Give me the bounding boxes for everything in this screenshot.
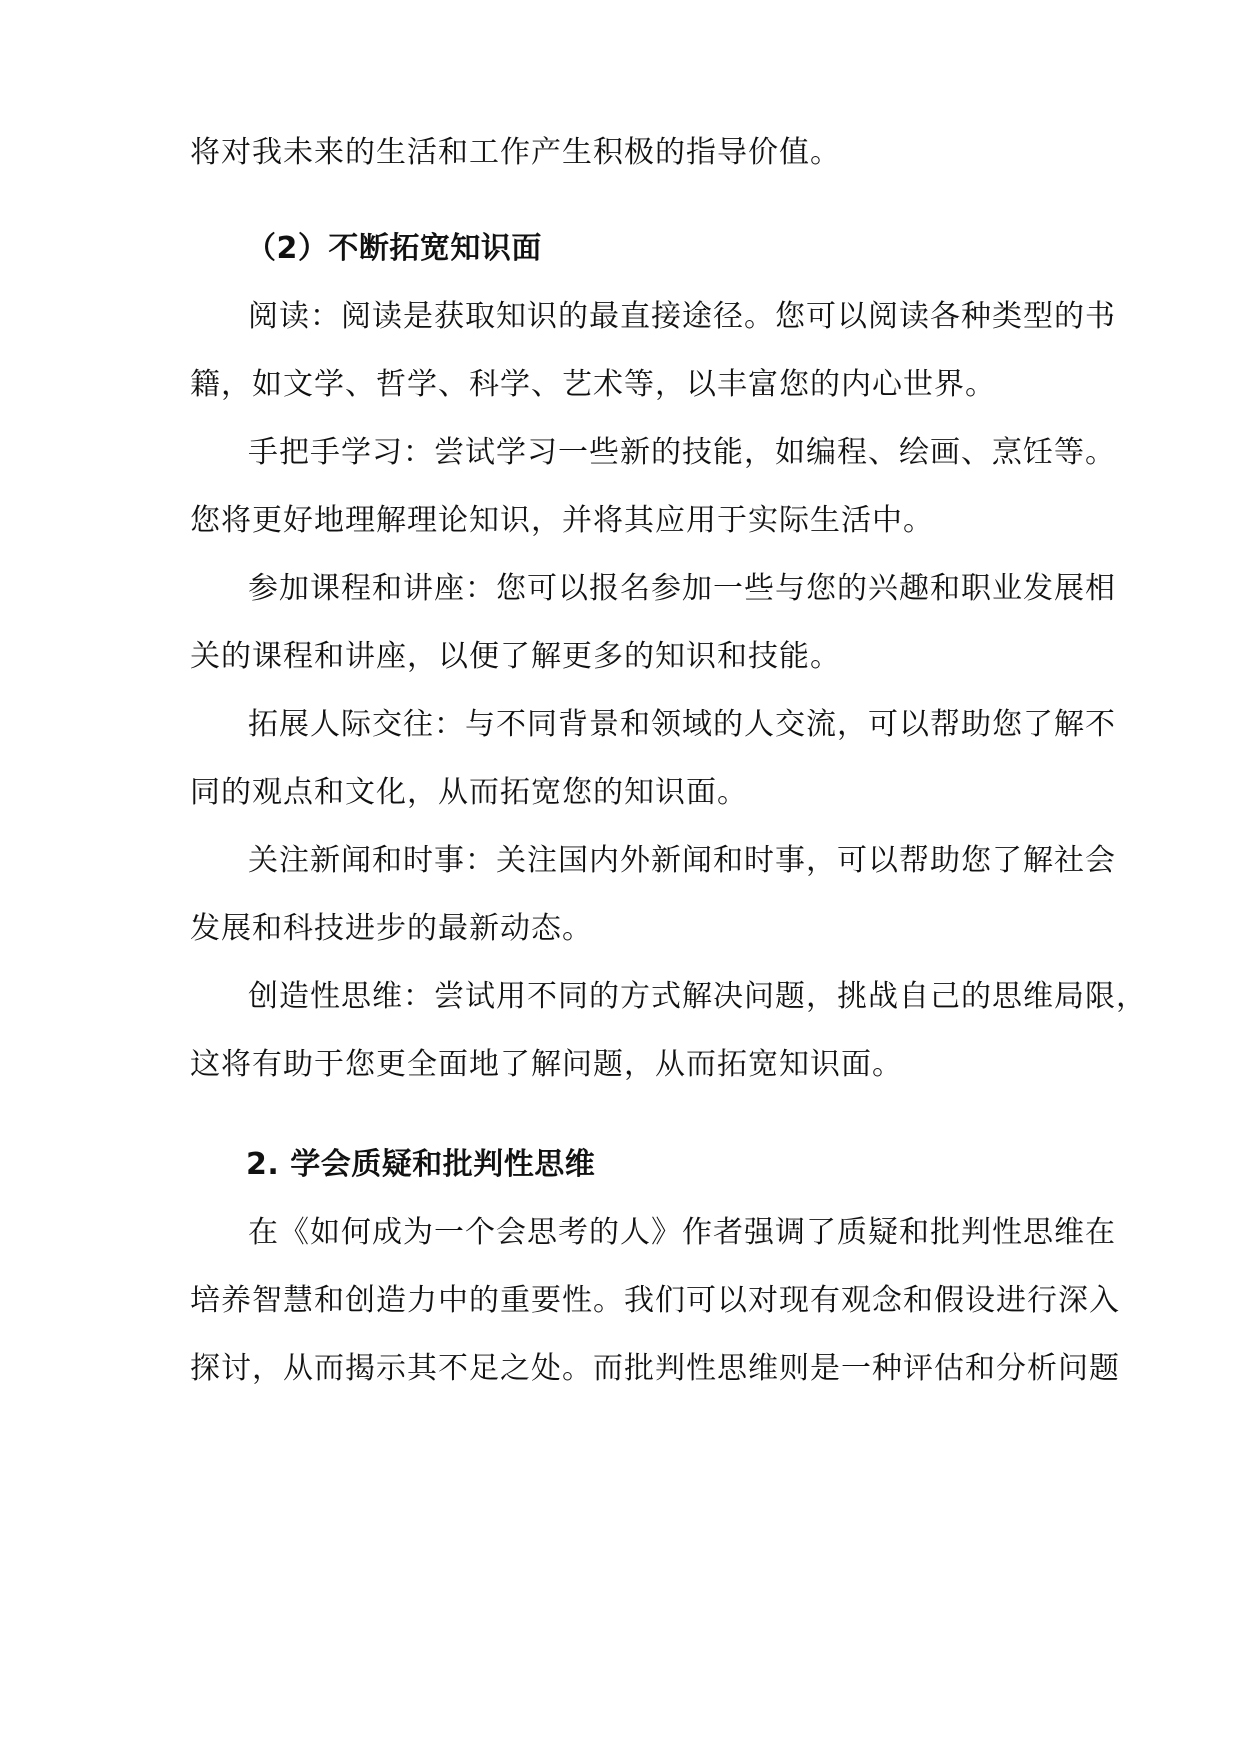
section-heading: （2）不断拓宽知识面 [246, 231, 542, 266]
paragraph-line: 发展和科技进步的最新动态。 [190, 911, 593, 946]
paragraph-line: 同的观点和文化，从而拓宽您的知识面。 [190, 775, 748, 810]
paragraph-line: 将对我未来的生活和工作产生积极的指导价值。 [190, 135, 841, 170]
paragraph-line: 阅读：阅读是获取知识的最直接途径。您可以阅读各种类型的书 [248, 299, 1116, 334]
paragraph-line: 创造性思维：尝试用不同的方式解决问题，挑战自己的思维局限， [248, 979, 1147, 1014]
paragraph-line: 关注新闻和时事：关注国内外新闻和时事，可以帮助您了解社会 [248, 843, 1116, 878]
paragraph-line: 籍，如文学、哲学、科学、艺术等，以丰富您的内心世界。 [190, 367, 996, 402]
paragraph-line: 探讨，从而揭示其不足之处。而批判性思维则是一种评估和分析问题 [190, 1351, 1120, 1386]
paragraph-line: 手把手学习：尝试学习一些新的技能，如编程、绘画、烹饪等。 [248, 435, 1116, 470]
paragraph-line: 这将有助于您更全面地了解问题，从而拓宽知识面。 [190, 1047, 903, 1082]
paragraph-line: 关的课程和讲座，以便了解更多的知识和技能。 [190, 639, 841, 674]
paragraph-line: 拓展人际交往：与不同背景和领域的人交流，可以帮助您了解不 [248, 707, 1116, 742]
paragraph-line: 培养智慧和创造力中的重要性。我们可以对现有观念和假设进行深入 [190, 1283, 1120, 1318]
paragraph-line: 您将更好地理解理论知识，并将其应用于实际生活中。 [190, 503, 934, 538]
section-heading: 2. 学会质疑和批判性思维 [246, 1147, 596, 1182]
paragraph-line: 在《如何成为一个会思考的人》作者强调了质疑和批判性思维在 [248, 1215, 1116, 1250]
paragraph-line: 参加课程和讲座：您可以报名参加一些与您的兴趣和职业发展相 [248, 571, 1116, 606]
